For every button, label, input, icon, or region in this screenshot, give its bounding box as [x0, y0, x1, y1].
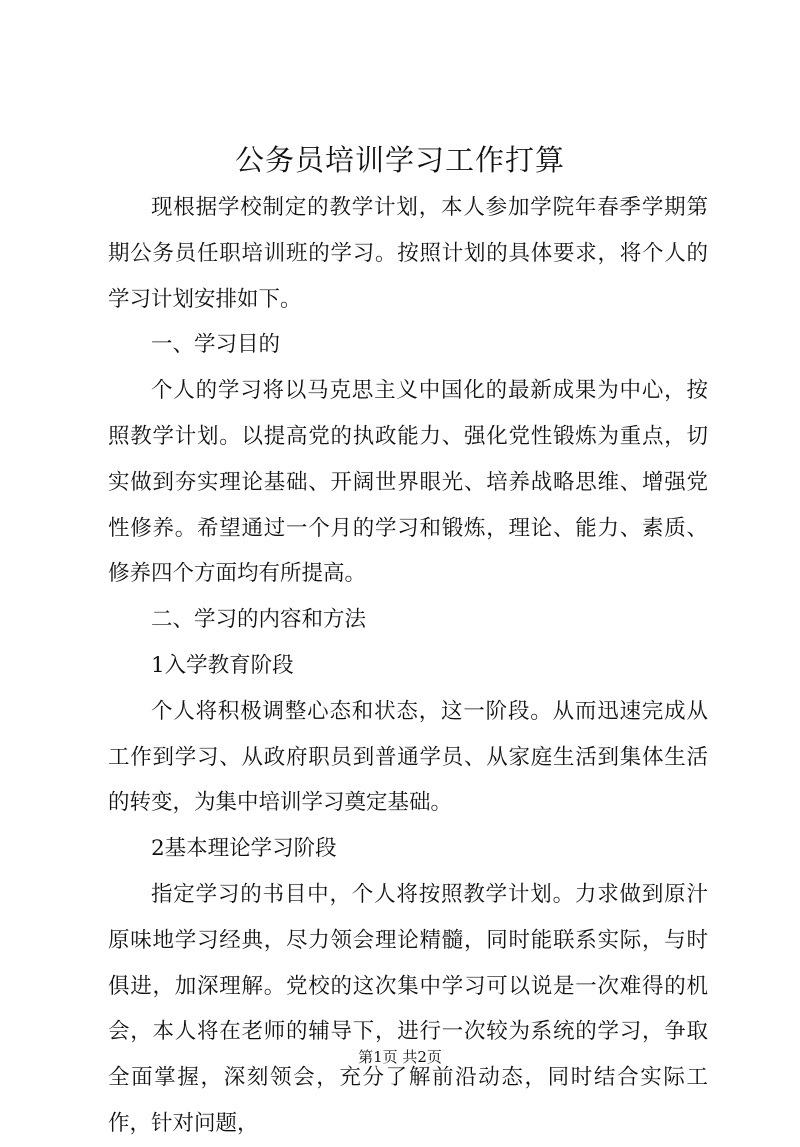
paragraph-intro: 现根据学校制定的教学计划，本人参加学院年春季学期第期公务员任职培训班的学习。按照计划的具体要求，将个人的学习计划安排如下。 — [108, 195, 708, 312]
document-body — [108, 185, 708, 1147]
paragraph-stage-2: 指定学习的书目中，个人将按照教学计划。力求做到原汁原味地学习经典，尽力领会理论精髓，同时能联系实际，与时俱进，加深理解。党校的这次集中学习可以说是一次难得的机会，本人将在老师的辅导下，进行一次较为系统的学习，争取全面掌握，深刻领会，充分了解前沿动态，同时结合实际工作，针对问题， — [108, 881, 708, 1136]
subheading-stage-1: 1入学教育阶段 — [151, 652, 294, 678]
paragraph-learning-goal: 个人的学习将以马克思主义中国化的最新成果为中心，按照教学计划。以提高党的执政能力、强化党性锻炼为重点，切实做到夯实理论基础、开阔世界眼光、培养战略思维、增强党性修养。希望通过一个月的学习和锻炼，理论、能力、素质、修养四个方面均有所提高。 — [108, 378, 708, 587]
heading-content-method: 二、学习的内容和方法 — [151, 607, 367, 633]
paragraph-stage-1: 个人将积极调整心态和状态，这一阶段。从而迅速完成从工作到学习、从政府职员到普通学员、从家庭生活到集体生活的转变，为集中培训学习奠定基础。 — [108, 698, 708, 816]
page-footer: 第1页 共2页 — [358, 1048, 442, 1066]
subheading-stage-2: 2基本理论学习阶段 — [151, 836, 337, 862]
document-title: 公务员培训学习工作打算 — [234, 143, 565, 177]
heading-learning-goal: 一、学习目的 — [151, 332, 281, 358]
